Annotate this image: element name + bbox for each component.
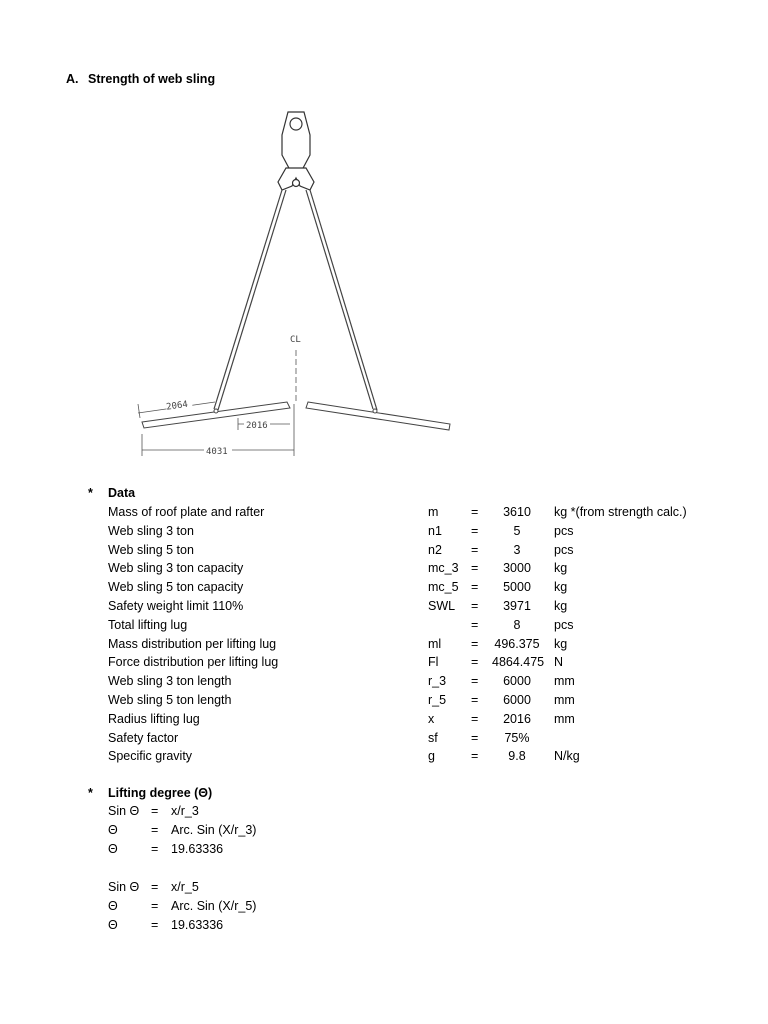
web-sling-diagram: [0, 0, 768, 470]
data-row-unit: mm: [554, 693, 575, 707]
data-row-symbol: n2: [428, 542, 442, 557]
data-row-label: Total lifting lug: [108, 617, 188, 632]
data-row-unit: pcs: [554, 523, 574, 538]
data-row-equals: =: [471, 505, 479, 519]
lifting-heading: Lifting degree (Θ): [108, 786, 213, 800]
formula-equals: =: [151, 823, 159, 837]
data-row-symbol: ml: [428, 636, 442, 651]
data-row-value: 5000: [503, 580, 531, 595]
data-row-value: 4864.475: [492, 655, 545, 670]
cl-label: CL: [290, 335, 301, 345]
data-bullet: *: [88, 486, 93, 500]
formula-lhs: Θ: [108, 918, 118, 932]
data-row-unit: N: [554, 655, 564, 670]
data-row-equals: =: [471, 542, 479, 557]
data-row-value: 3: [513, 542, 521, 557]
formula-rhs: Arc. Sin (X/r_3): [171, 823, 257, 837]
data-row-value: 8: [513, 617, 521, 632]
formula-equals: =: [151, 918, 159, 932]
data-row-symbol: Fl: [428, 655, 439, 670]
section-letter: A.: [66, 72, 79, 86]
section-title: Strength of web sling: [88, 72, 216, 86]
lifting-bullet: *: [88, 786, 93, 800]
formula-lhs: Θ: [108, 823, 118, 837]
formula-rhs: 19.63336: [171, 918, 224, 932]
formula-equals: =: [151, 842, 159, 856]
formula-lhs: Sin Θ: [108, 880, 140, 894]
data-row-symbol: SWL: [428, 599, 456, 613]
formula-rhs: 19.63336: [171, 842, 224, 856]
data-row-value: 2016: [503, 711, 531, 726]
data-row-label: Web sling 3 ton: [108, 523, 194, 538]
data-row-symbol: mc_3: [428, 561, 459, 576]
dim-label-2016: 2016: [246, 421, 268, 431]
data-row-label: Force distribution per lifting lug: [108, 655, 279, 670]
formula-equals: =: [151, 804, 159, 818]
data-row-equals: =: [471, 693, 479, 707]
data-row-symbol: r_3: [428, 674, 447, 689]
data-row-label: Web sling 3 ton capacity: [108, 561, 244, 576]
formula-lhs: Θ: [108, 842, 118, 856]
dimension-labels: [165, 396, 270, 457]
data-row-value: 3000: [503, 561, 531, 576]
formula-rhs: x/r_5: [171, 880, 199, 894]
data-row-unit: mm: [554, 711, 575, 726]
dim-label-4031: 4031: [206, 447, 228, 457]
data-row-unit: kg: [554, 636, 568, 651]
data-row-unit: kg: [554, 599, 568, 613]
data-row-value: 6000: [503, 674, 531, 689]
data-row-symbol: sf: [428, 730, 438, 745]
data-row-label: Safety factor: [108, 730, 179, 745]
formula-equals: =: [151, 899, 159, 913]
data-row-unit: mm: [554, 674, 575, 689]
data-row-unit: kg *(from strength calc.): [554, 505, 687, 519]
data-row-equals: =: [471, 561, 479, 576]
data-row-unit: pcs: [554, 617, 574, 632]
data-row-value: 6000: [503, 693, 531, 707]
data-row-symbol: r_5: [428, 693, 447, 707]
data-row-symbol: mc_5: [428, 580, 459, 595]
data-row-label: Safety weight limit 110%: [108, 599, 244, 613]
data-row-equals: =: [471, 674, 479, 689]
data-row-equals: =: [471, 711, 479, 726]
data-row-label: Web sling 5 ton: [108, 542, 194, 557]
formula-equals: =: [151, 880, 159, 894]
data-row-label: Web sling 5 ton length: [108, 693, 232, 707]
data-row-unit: kg: [554, 580, 568, 595]
data-row-symbol: g: [428, 749, 435, 764]
data-row-equals: =: [471, 617, 479, 632]
data-row-value: 5: [513, 523, 521, 538]
formula-lhs: Θ: [108, 899, 118, 913]
data-row-value: 3610: [503, 505, 531, 519]
center-line: [290, 335, 301, 402]
data-row-unit: kg: [554, 561, 568, 576]
data-row-equals: =: [471, 636, 479, 651]
data-row-value: 9.8: [508, 749, 526, 764]
data-row-equals: =: [471, 730, 479, 745]
data-row-label: Mass distribution per lifting lug: [108, 636, 277, 651]
data-row-value: 75%: [504, 730, 530, 745]
data-row-equals: =: [471, 655, 479, 670]
formula-rhs: x/r_3: [171, 804, 199, 818]
data-row-value: 496.375: [494, 636, 540, 651]
data-row-equals: =: [471, 599, 479, 613]
data-row-label: Mass of roof plate and rafter: [108, 505, 265, 519]
data-row-symbol: x: [428, 711, 435, 726]
formula-lhs: Sin Θ: [108, 804, 140, 818]
dim-label-2064: 2064: [165, 399, 189, 413]
data-row-label: Web sling 3 ton length: [108, 674, 232, 689]
sling-lines: [214, 190, 377, 410]
data-row-value: 3971: [503, 599, 531, 613]
data-row-label: Radius lifting lug: [108, 711, 200, 726]
data-row-unit: N/kg: [554, 749, 580, 764]
data-row-symbol: n1: [428, 523, 442, 538]
data-row-equals: =: [471, 580, 479, 595]
data-heading: Data: [108, 486, 136, 500]
crane-hook: [278, 112, 314, 190]
formula-rhs: Arc. Sin (X/r_5): [171, 899, 257, 913]
data-row-label: Specific gravity: [108, 749, 193, 764]
data-row-unit: pcs: [554, 542, 574, 557]
data-row-symbol: m: [428, 505, 439, 519]
data-row-label: Web sling 5 ton capacity: [108, 580, 244, 595]
data-row-equals: =: [471, 749, 479, 764]
data-row-equals: =: [471, 523, 479, 538]
